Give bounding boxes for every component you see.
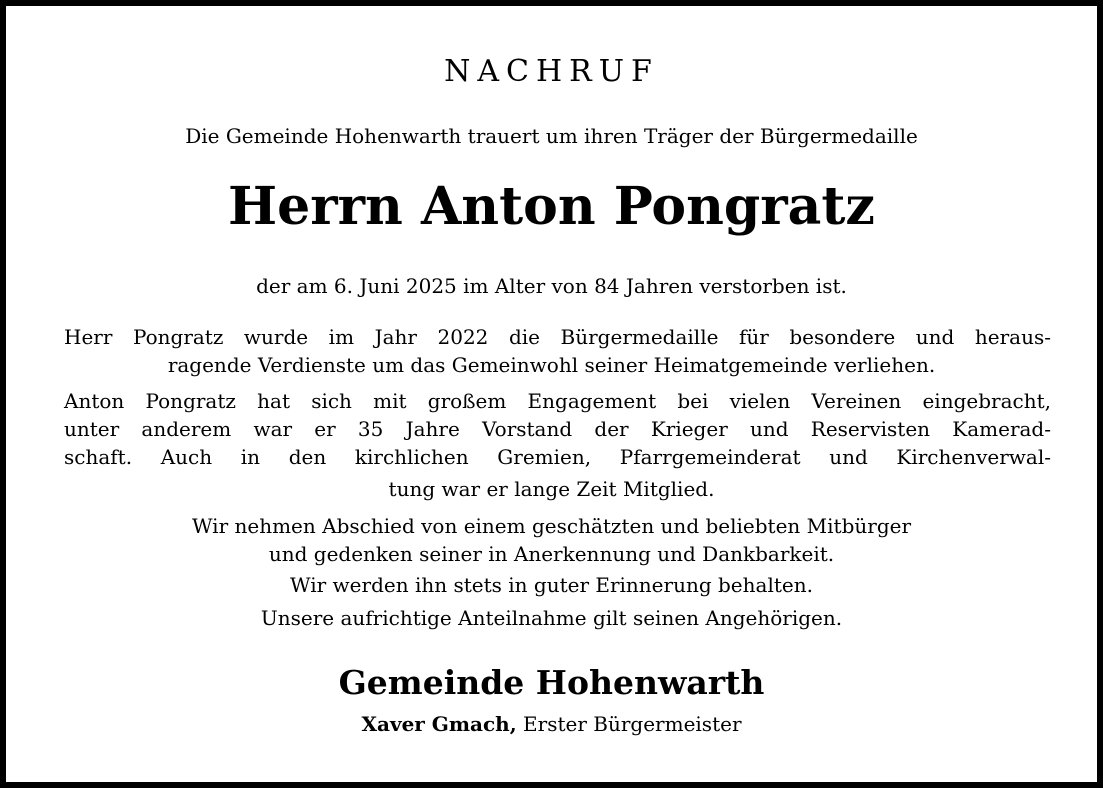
paragraph5: Unsere aufrichtige Anteilnahme gilt seinen Angehörigen. — [260, 606, 843, 630]
community-name: Gemeinde Hohenwarth — [338, 663, 765, 702]
paragraph1-line1: Herr Pongratz wurde im Jahr 2022 die Bürgermedaille für besondere und heraus- — [64, 325, 1051, 349]
paragraph2-line3: schaft. Auch in den kirchlichen Gremien, Pfarrgemeinderat und Kirchenverwal- — [64, 445, 1051, 469]
signer-name: Xaver Gmach, — [361, 712, 517, 736]
paragraph2-line2: unter anderem war er 35 Jahre Vorstand der Krieger und Reservisten Kamerad- — [64, 417, 1051, 441]
intro-line: Die Gemeinde Hohenwarth trauert um ihren Träger der Bürgermedaille — [185, 124, 918, 148]
paragraph1-line2: ragende Verdienste um das Gemeinwohl seiner Heimatgemeinde verliehen. — [167, 353, 936, 377]
death-line: der am 6. Juni 2025 im Alter von 84 Jahren verstorben ist. — [256, 274, 847, 298]
paragraph2-line4: tung war er lange Zeit Mitglied. — [388, 477, 715, 501]
signer-title: Erster Bürgermeister — [516, 712, 742, 736]
notice-heading: NACHRUF — [444, 54, 659, 89]
deceased-name: Herrn Anton Pongratz — [228, 176, 875, 237]
paragraph2-line1: Anton Pongratz hat sich mit großem Engagement bei vielen Vereinen eingebracht, — [64, 389, 1051, 413]
paragraph3-line1: Wir nehmen Abschied von einem geschätzten und beliebten Mitbürger — [191, 514, 912, 538]
signature-line — [46, 710, 1057, 738]
paragraph3-line2: und gedenken seiner in Anerkennung und Dankbarkeit. — [268, 542, 835, 566]
paragraph4: Wir werden ihn stets in guter Erinnerung behalten. — [290, 573, 813, 597]
